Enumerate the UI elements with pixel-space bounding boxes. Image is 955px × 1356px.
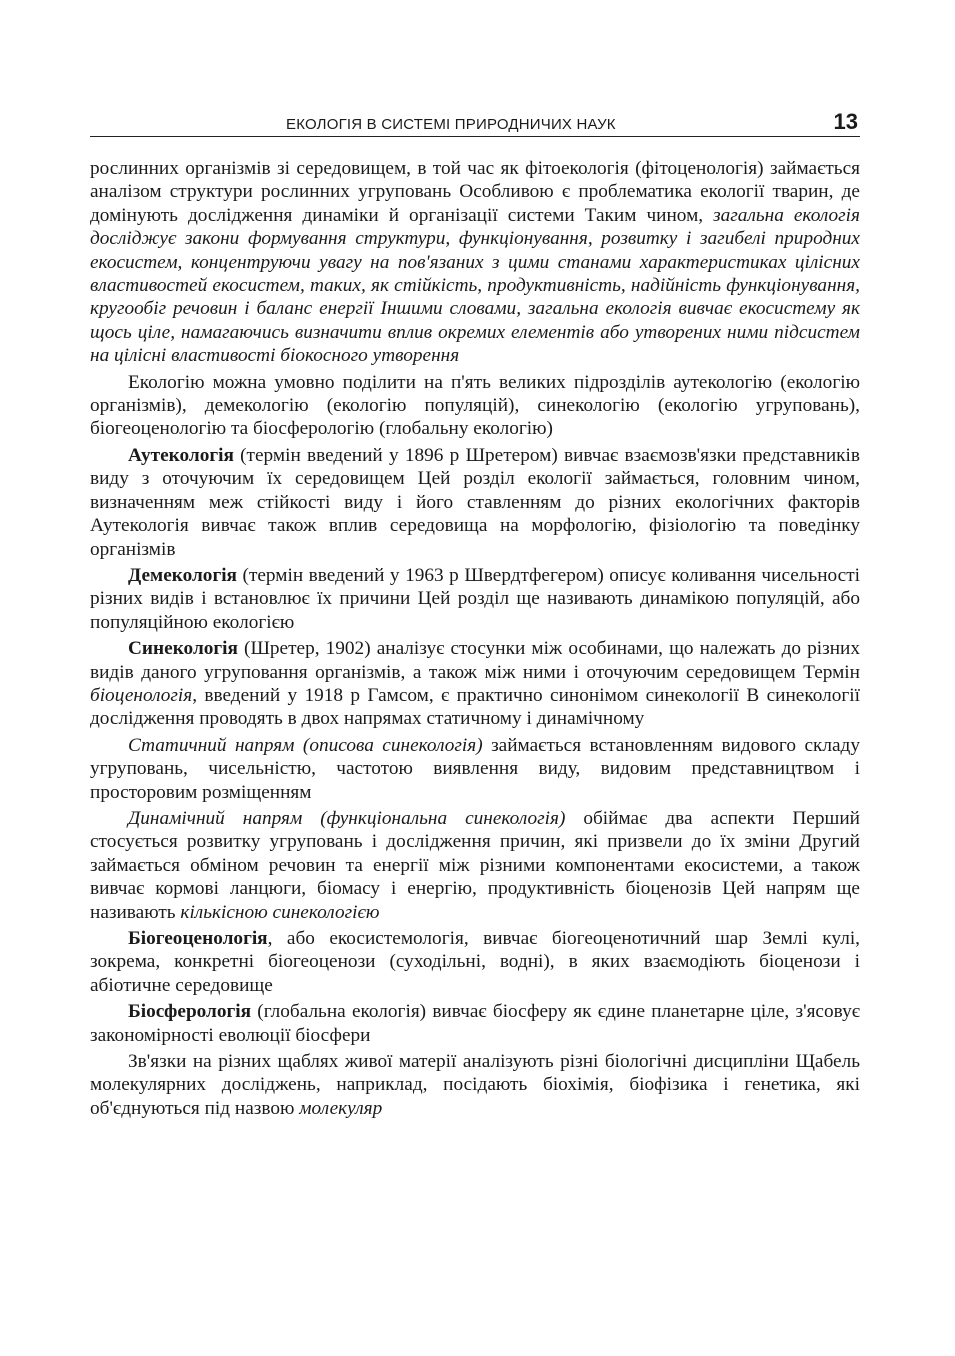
paragraph-dynamic-direction xyxy=(90,807,860,924)
paragraph-ecology-divisions xyxy=(90,371,860,441)
term-biogeocenology: Біогеоценологія xyxy=(128,928,268,949)
paragraph-text: (термін введений у 1963 р Швердтфегером) описує коливання чисельності різних видів і встановлює їх причини Цей розділ ще називають динамікою популяцій, або популяційною екологією xyxy=(90,564,860,633)
term-autecology: Аутекологія xyxy=(128,444,234,466)
italic-term-molecular: молекуляр xyxy=(299,1097,383,1119)
paragraph-text: (глобальна екологія) вивчає біосферу як єдине планетарне ціле, з'ясовує закономірності еволюції біосфери xyxy=(90,1001,860,1046)
paragraph-text: займається встановленням видового складу угруповань, чисельністю, частотою виявлення виду, видовим представництвом і просторовим розміщенням xyxy=(90,734,860,803)
book-page xyxy=(90,106,860,1123)
italic-emphasis: загальна екологія досліджує закони формування структури, функціонування, розвитку і загибелі природних екосистем, концентруючи увагу на пов'язаних з цими станами характеристиках цілісних властивостей екосистем, таких, як стійкість, продуктивність, надійність функціонування, кругообіг речовин і баланс енергії Іншими словами, загальна екологія вивчає екосистему як щось ціле, намагаючись визначити вплив окремих елементів або утворених ними підсистем на цілісні властивості біокосного утворення xyxy=(90,204,860,367)
paragraph-text: обіймає два аспекти Перший стосується розвитку угруповань і дослідження причин, які призвели до їх зміни Другий займається обміном речовин та енергії між різними компонентами екосистеми, а також вивчає кормові ланцюги, біомасу і енергію, продуктивність біоценозів Цей напрям ще називають xyxy=(90,807,860,923)
italic-term-quantitative-synecology: кількісною синекологією xyxy=(180,901,380,923)
paragraph-text: , або екосистемологія, вивчає біогеоценотичний шар Землі кулі, зокрема, конкретні біогеоценози (суходільні, водні), в яких взаємодіють біоценози і абіотичне середовище xyxy=(90,928,860,996)
italic-term-static-direction: Статичний напрям (описова синекологія) xyxy=(128,734,483,756)
paragraph-demecology xyxy=(90,564,860,634)
body-text xyxy=(90,157,860,1120)
running-title: ЕКОЛОГІЯ В СИСТЕМІ ПРИРОДНИЧИХ НАУК xyxy=(286,116,616,133)
page-number: 13 xyxy=(833,109,858,134)
paragraph-text: (Шретер, 1902) аналізує стосунки між особинами, що належать до різних видів даного угруповання організмів, а також між ними і оточуючим середовищем Термін xyxy=(90,638,860,683)
paragraph-static-direction xyxy=(90,734,860,804)
paragraph-living-matter-levels xyxy=(90,1050,860,1120)
term-synecology: Синекологія xyxy=(128,638,238,660)
running-header xyxy=(90,106,860,137)
paragraph-text: , введений у 1918 р Гамсом, є практично синонімом синекології В синекології дослідження проводять в двох напрямах статичному і динамічному xyxy=(90,684,860,730)
term-biospherology: Біосферологія xyxy=(128,1001,252,1023)
paragraph-text: Екологію можна умовно поділити на п'ять великих підрозділів аутекологію (екологію організмів), демекологію (екологію популяцій), синекологію (екологію угруповань), біогеоценологію та біосферологію (глобальну екологію) xyxy=(90,371,860,440)
paragraph-general-ecology xyxy=(90,157,860,368)
italic-term-dynamic-direction: Динамічний напрям (функціональна синекологія) xyxy=(128,807,566,829)
italic-term-biocenology: біоценологія xyxy=(90,684,193,706)
paragraph-text: Зв'язки на різних щаблях живої матерії аналізують різні біологічні дисципліни Щабель молекулярних досліджень, наприклад, посідають біохімія, біофізика і генетика, які об'єднуються під назвою xyxy=(90,1051,860,1119)
paragraph-text: (термін введений у 1896 р Шретером) вивчає взаємозв'язки представників виду з оточуючим їх середовищем Цей розділ екології займається, головним чином, визначенням меж стійкості виду і його ставленням до різних екологічних факторів Аутекологія вивчає також вплив середовища на морфологію, фізіологію та поведінку організмів xyxy=(90,444,860,560)
paragraph-autecology xyxy=(90,444,860,561)
term-demecology: Демекологія xyxy=(128,564,237,586)
paragraph-synecology xyxy=(90,637,860,731)
paragraph-text: рослинних організмів зі середовищем, в той час як фітоекологія (фітоценологія) займається аналізом структури рослинних угруповань Особливою є проблематика екології тварин, де домінують дослідження динаміки й організації системи Таким чином, xyxy=(90,158,860,226)
paragraph-biogeocenology xyxy=(90,927,860,997)
paragraph-biospherology xyxy=(90,1000,860,1047)
